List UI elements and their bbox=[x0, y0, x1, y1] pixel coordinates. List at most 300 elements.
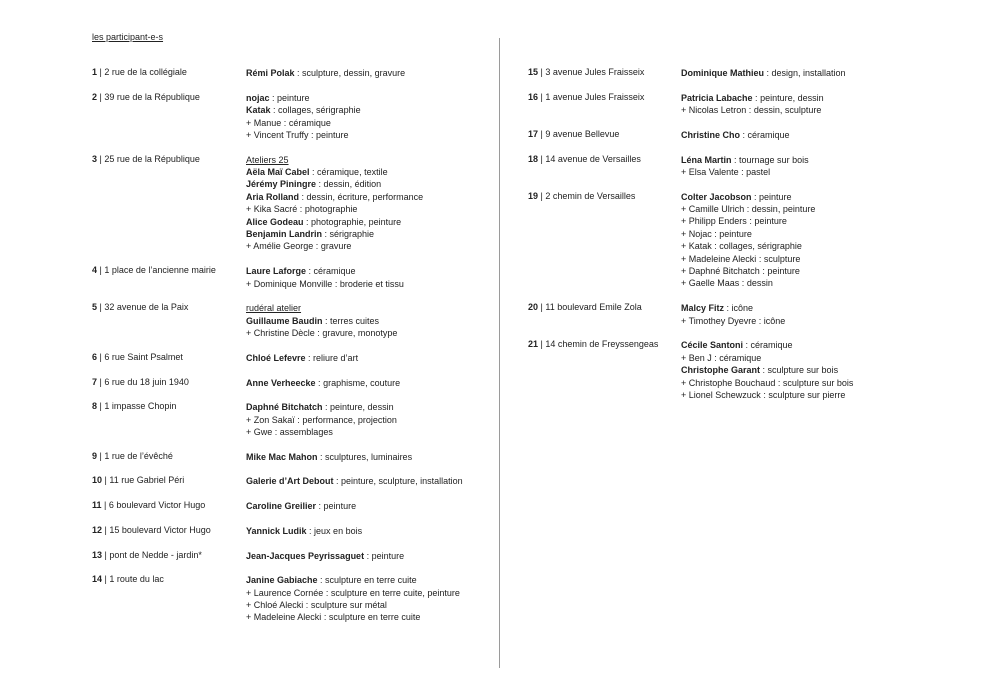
separator: | bbox=[97, 401, 105, 412]
artist-discipline: icône bbox=[731, 303, 754, 314]
guest-prefix: + bbox=[681, 166, 689, 177]
colon: : bbox=[303, 600, 311, 611]
artist-line bbox=[246, 216, 492, 228]
guest-artist-name: Dominique Monville bbox=[253, 278, 333, 289]
artist-line bbox=[246, 92, 492, 104]
colon: : bbox=[724, 303, 732, 314]
venue-address-cell bbox=[92, 265, 246, 290]
venue-number: 4 bbox=[92, 265, 98, 276]
guest-artist-name: Gaelle Maas bbox=[688, 278, 740, 289]
guest-prefix: + bbox=[681, 266, 689, 277]
artist-discipline: peinture bbox=[754, 216, 787, 227]
artist-discipline: collages, sérigraphie bbox=[719, 241, 802, 252]
venue-number: 13 bbox=[92, 549, 103, 560]
artist-discipline: dessin bbox=[746, 278, 773, 289]
artist-line bbox=[246, 352, 492, 364]
venue-number: 15 bbox=[528, 67, 539, 77]
artist-list bbox=[681, 191, 968, 290]
guest-artist-name: Timothey Dyevre bbox=[688, 315, 757, 326]
artist-line bbox=[246, 228, 492, 240]
guest-artist-name: Nojac bbox=[688, 228, 712, 239]
colon: : bbox=[316, 501, 324, 512]
colon: : bbox=[322, 315, 331, 326]
participant-entry bbox=[528, 129, 968, 141]
artist-line bbox=[246, 401, 492, 413]
guest-artist-name: Lionel Schewzuck bbox=[688, 389, 761, 400]
venue-address-cell bbox=[528, 67, 681, 79]
guest-artist-name: Gwe bbox=[253, 427, 273, 438]
artist-name: Dominique Mathieu bbox=[681, 68, 764, 78]
venue-address: 14 chemin de Freyssengeas bbox=[545, 339, 659, 350]
colon: : bbox=[759, 266, 768, 277]
colon: : bbox=[317, 575, 326, 586]
venue-address: 2 chemin de Versailles bbox=[545, 190, 636, 201]
venue-number: 20 bbox=[528, 302, 539, 313]
colon: : bbox=[711, 352, 720, 363]
separator: | bbox=[97, 67, 105, 77]
guest-prefix: + bbox=[681, 278, 689, 289]
separator: | bbox=[538, 128, 546, 139]
artist-line bbox=[681, 191, 968, 203]
artist-discipline: sculpture sur bois bbox=[767, 365, 839, 376]
artist-line bbox=[681, 277, 968, 289]
artist-discipline: céramique bbox=[288, 117, 331, 128]
artist-line bbox=[246, 574, 492, 586]
guest-artist-name: Camille Ulrich bbox=[688, 204, 745, 215]
artist-name: Christophe Garant bbox=[681, 365, 761, 376]
participant-entry bbox=[528, 92, 968, 117]
artist-discipline: peinture bbox=[371, 550, 405, 561]
venue-address-cell bbox=[92, 574, 246, 624]
venue-number: 18 bbox=[528, 153, 539, 164]
colon: : bbox=[746, 105, 754, 116]
artist-list bbox=[246, 67, 492, 79]
artist-list bbox=[246, 500, 492, 512]
artist-name: nojac bbox=[246, 92, 270, 103]
separator: | bbox=[101, 500, 109, 511]
artist-name: Aëla Maï Cabel bbox=[246, 167, 310, 178]
artist-line bbox=[246, 166, 492, 178]
venue-address: 2 rue de la collégiale bbox=[104, 67, 187, 77]
guest-prefix: + bbox=[681, 253, 689, 264]
artist-discipline: peinture bbox=[315, 129, 349, 140]
venue-address: 1 impasse Chopin bbox=[104, 401, 177, 412]
separator: | bbox=[538, 91, 546, 102]
artist-discipline: peinture bbox=[719, 228, 752, 239]
collective-name: Ateliers 25 bbox=[246, 154, 289, 165]
artist-discipline: gravure bbox=[320, 241, 352, 252]
artist-name: Mike Mac Mahon bbox=[246, 451, 318, 462]
colon: : bbox=[739, 278, 747, 289]
venue-address-cell bbox=[92, 154, 246, 253]
separator: | bbox=[538, 339, 546, 350]
artist-line bbox=[246, 611, 492, 623]
colon: : bbox=[294, 68, 303, 78]
artist-discipline: jeux en bois bbox=[314, 525, 363, 536]
column-divider bbox=[499, 38, 500, 668]
venue-address-cell bbox=[92, 67, 246, 79]
separator: | bbox=[97, 450, 105, 461]
artist-discipline: sculpture, dessin, gravure bbox=[302, 68, 406, 78]
separator: | bbox=[97, 91, 105, 102]
artist-list bbox=[246, 302, 492, 339]
artist-discipline: peinture, dessin bbox=[330, 402, 394, 413]
artist-line bbox=[246, 475, 492, 487]
venue-address: 3 avenue Jules Fraisseix bbox=[545, 67, 645, 77]
colon: : bbox=[303, 216, 312, 227]
participant-entry bbox=[92, 475, 492, 487]
colon: : bbox=[751, 191, 760, 202]
artist-name: Jean-Jacques Peyrissaguet bbox=[246, 550, 365, 561]
venue-address-cell bbox=[528, 302, 681, 327]
guest-artist-name: Vincent Truffy bbox=[253, 129, 309, 140]
participant-entry bbox=[528, 154, 968, 179]
participant-entry bbox=[528, 67, 968, 79]
artist-discipline: céramique bbox=[719, 352, 762, 363]
artist-discipline: dessin, sculpture bbox=[753, 105, 822, 116]
artist-discipline: dessin, édition bbox=[323, 179, 382, 190]
venue-number: 7 bbox=[92, 376, 98, 387]
artist-line bbox=[246, 265, 492, 277]
guest-prefix: + bbox=[681, 352, 689, 363]
colon: : bbox=[294, 414, 303, 425]
participants-left-column bbox=[92, 67, 492, 636]
participant-entry bbox=[92, 67, 492, 79]
colon: : bbox=[281, 117, 289, 128]
artist-line bbox=[246, 154, 492, 166]
colon: : bbox=[270, 105, 279, 116]
guest-artist-name: Daphné Bitchatch bbox=[688, 266, 760, 277]
artist-name: Léna Martin bbox=[681, 154, 732, 165]
artist-line bbox=[246, 278, 492, 290]
artist-discipline: broderie et tissu bbox=[339, 278, 404, 289]
venue-number: 11 bbox=[92, 500, 102, 511]
colon: : bbox=[297, 204, 305, 215]
artist-discipline: sculptures, luminaires bbox=[325, 451, 413, 462]
artist-line bbox=[246, 67, 492, 79]
participant-entry bbox=[92, 154, 492, 253]
artist-list bbox=[681, 302, 968, 327]
artist-name: Yannick Ludik bbox=[246, 525, 307, 536]
separator: | bbox=[102, 549, 110, 560]
guest-artist-name: Manue bbox=[253, 117, 282, 128]
venue-address-cell bbox=[92, 500, 246, 512]
venue-address: 11 boulevard Emile Zola bbox=[545, 302, 642, 313]
document-title: les participant-e-s bbox=[92, 32, 164, 42]
colon: : bbox=[364, 550, 372, 561]
guest-artist-name: Nicolas Letron bbox=[688, 105, 747, 116]
colon: : bbox=[731, 154, 740, 165]
artist-discipline: pastel bbox=[746, 166, 771, 177]
venue-address: 11 rue Gabriel Péri bbox=[109, 475, 185, 486]
guest-artist-name: Christine Dècle bbox=[253, 328, 315, 339]
guest-artist-name: Chloé Alecki bbox=[253, 600, 304, 611]
venue-address: 6 rue Saint Psalmet bbox=[104, 351, 183, 362]
participant-entry bbox=[92, 265, 492, 290]
colon: : bbox=[322, 229, 330, 240]
artist-discipline: sculpture sur bois bbox=[782, 377, 854, 388]
artist-discipline: peinture bbox=[277, 92, 310, 103]
artist-list bbox=[681, 339, 968, 401]
artist-line bbox=[246, 327, 492, 339]
artist-name: Patricia Labache bbox=[681, 92, 753, 103]
venue-address-cell bbox=[92, 550, 246, 562]
artist-line bbox=[246, 302, 492, 314]
artist-line bbox=[246, 525, 492, 537]
venue-address: 39 rue de la République bbox=[104, 91, 200, 102]
colon: : bbox=[746, 216, 755, 227]
artist-line bbox=[681, 364, 968, 376]
venue-number: 16 bbox=[528, 91, 539, 102]
artist-line bbox=[681, 166, 968, 178]
separator: | bbox=[97, 376, 105, 387]
guest-prefix: + bbox=[681, 105, 689, 116]
guest-artist-name: Zon Sakaï bbox=[253, 414, 295, 425]
artist-line bbox=[681, 265, 968, 277]
artist-discipline: sérigraphie bbox=[329, 229, 375, 240]
artist-line bbox=[681, 104, 968, 116]
colon: : bbox=[332, 278, 340, 289]
artist-discipline: sculpture sur pierre bbox=[768, 389, 846, 400]
artist-discipline: peinture, sculpture, installation bbox=[341, 476, 463, 487]
artist-line bbox=[246, 599, 492, 611]
artist-line bbox=[246, 178, 492, 190]
artist-list bbox=[246, 92, 492, 142]
artist-discipline: reliure d’art bbox=[313, 352, 359, 363]
colon: : bbox=[306, 525, 315, 536]
artist-list bbox=[246, 377, 492, 389]
artist-discipline: sculpture en terre cuite bbox=[325, 575, 417, 586]
artist-line bbox=[246, 414, 492, 426]
collective-name: rudéral atelier bbox=[246, 303, 302, 314]
colon: : bbox=[306, 266, 314, 277]
venue-number: 14 bbox=[92, 574, 103, 585]
colon: : bbox=[760, 365, 768, 376]
colon: : bbox=[323, 587, 331, 598]
artist-discipline: céramique, textile bbox=[317, 167, 388, 178]
separator: | bbox=[102, 524, 110, 535]
participant-entry bbox=[528, 339, 968, 401]
colon: : bbox=[756, 315, 764, 326]
venue-number: 3 bbox=[92, 153, 98, 164]
guest-prefix: + bbox=[246, 328, 254, 339]
artist-list bbox=[681, 67, 968, 79]
artist-name: Caroline Greilier bbox=[246, 501, 317, 512]
guest-prefix: + bbox=[681, 204, 689, 215]
artist-discipline: céramique bbox=[750, 340, 793, 351]
artist-discipline: tournage sur bois bbox=[739, 154, 809, 165]
colon: : bbox=[299, 191, 307, 202]
colon: : bbox=[743, 340, 751, 351]
colon: : bbox=[752, 92, 761, 103]
guest-prefix: + bbox=[681, 315, 689, 326]
colon: : bbox=[315, 377, 324, 388]
artist-discipline: sculpture en terre cuite, peinture bbox=[330, 587, 460, 598]
guest-prefix: + bbox=[246, 414, 254, 425]
artist-discipline: photographie, peinture bbox=[311, 216, 402, 227]
artist-discipline: assemblages bbox=[279, 427, 333, 438]
artist-line bbox=[681, 203, 968, 215]
guest-artist-name: Christophe Bouchaud bbox=[688, 377, 776, 388]
colon: : bbox=[711, 241, 720, 252]
artist-discipline: graphisme, couture bbox=[323, 377, 401, 388]
participant-entry bbox=[92, 525, 492, 537]
artist-line bbox=[681, 339, 968, 351]
venue-address-cell bbox=[92, 302, 246, 339]
colon: : bbox=[309, 167, 318, 178]
participant-entry bbox=[92, 92, 492, 142]
separator: | bbox=[97, 265, 105, 276]
guest-prefix: + bbox=[246, 612, 254, 623]
artist-name: Guillaume Baudin bbox=[246, 315, 323, 326]
artist-discipline: peinture bbox=[767, 266, 800, 277]
participant-entry bbox=[92, 550, 492, 562]
artist-line bbox=[246, 191, 492, 203]
participant-entry bbox=[92, 451, 492, 463]
artist-line bbox=[246, 203, 492, 215]
participants-right-column bbox=[528, 67, 968, 414]
colon: : bbox=[775, 377, 783, 388]
venue-address: 1 avenue Jules Fraisseix bbox=[545, 91, 645, 102]
guest-prefix: + bbox=[246, 129, 254, 140]
venue-address: 6 boulevard Victor Hugo bbox=[108, 500, 206, 511]
guest-artist-name: Elsa Valente bbox=[688, 166, 739, 177]
artist-list bbox=[246, 574, 492, 624]
participant-entry bbox=[92, 500, 492, 512]
separator: | bbox=[97, 153, 105, 164]
artist-name: Janine Gabiache bbox=[246, 575, 318, 586]
artist-list bbox=[681, 154, 968, 179]
guest-artist-name: Madeleine Alecki bbox=[253, 612, 322, 623]
artist-name: Daphné Bitchatch bbox=[246, 402, 323, 413]
artist-discipline: icône bbox=[763, 315, 786, 326]
artist-list bbox=[246, 401, 492, 438]
participant-entry bbox=[92, 377, 492, 389]
artist-name: Aria Rolland bbox=[246, 191, 300, 202]
venue-number: 5 bbox=[92, 302, 98, 313]
artist-line bbox=[681, 253, 968, 265]
guest-artist-name: Philipp Enders bbox=[688, 216, 747, 227]
colon: : bbox=[711, 228, 720, 239]
guest-prefix: + bbox=[246, 427, 254, 438]
artist-line bbox=[681, 92, 968, 104]
guest-prefix: + bbox=[246, 587, 254, 598]
venue-address: 32 avenue de la Paix bbox=[104, 302, 189, 313]
venue-number: 9 bbox=[92, 450, 98, 461]
artist-name: Colter Jacobson bbox=[681, 191, 752, 202]
colon: : bbox=[744, 204, 752, 215]
venue-number: 8 bbox=[92, 401, 98, 412]
artist-discipline: photographie bbox=[304, 204, 358, 215]
separator: | bbox=[97, 351, 105, 362]
venue-address: 14 avenue de Versailles bbox=[545, 153, 641, 164]
artist-line bbox=[681, 129, 968, 141]
artist-discipline: gravure, monotype bbox=[322, 328, 398, 339]
artist-line bbox=[681, 215, 968, 227]
artist-list bbox=[246, 550, 492, 562]
venue-number: 2 bbox=[92, 91, 98, 102]
participant-entry bbox=[528, 191, 968, 290]
artist-line bbox=[681, 228, 968, 240]
artist-line bbox=[681, 377, 968, 389]
artist-line bbox=[681, 240, 968, 252]
colon: : bbox=[317, 451, 326, 462]
venue-address-cell bbox=[528, 339, 681, 401]
venue-address: 25 rue de la République bbox=[104, 153, 200, 164]
artist-name: Anne Verheecke bbox=[246, 377, 316, 388]
artist-line bbox=[246, 426, 492, 438]
venue-number: 1 bbox=[92, 67, 98, 77]
colon: : bbox=[313, 241, 321, 252]
artist-discipline: céramique bbox=[313, 266, 356, 277]
colon: : bbox=[316, 179, 324, 190]
guest-prefix: + bbox=[246, 204, 254, 215]
venue-address-cell bbox=[528, 129, 681, 141]
artist-discipline: peinture, dessin bbox=[760, 92, 824, 103]
colon: : bbox=[333, 476, 342, 487]
participant-entry bbox=[92, 302, 492, 339]
artist-line bbox=[246, 451, 492, 463]
artist-discipline: terres cuites bbox=[330, 315, 380, 326]
colon: : bbox=[321, 612, 329, 623]
venue-number: 12 bbox=[92, 524, 103, 535]
separator: | bbox=[538, 302, 546, 313]
artist-list bbox=[246, 265, 492, 290]
artist-list bbox=[246, 451, 492, 463]
artist-line bbox=[246, 550, 492, 562]
artist-list bbox=[246, 352, 492, 364]
colon: : bbox=[740, 129, 748, 140]
artist-discipline: peinture bbox=[323, 501, 357, 512]
venue-address: 1 rue de l’évêché bbox=[104, 450, 173, 461]
venue-address-cell bbox=[92, 401, 246, 438]
venue-address-cell bbox=[528, 154, 681, 179]
artist-name: Rémi Polak bbox=[246, 68, 295, 78]
colon: : bbox=[322, 402, 331, 413]
venue-number: 21 bbox=[528, 339, 539, 350]
artist-list bbox=[246, 525, 492, 537]
participant-entry bbox=[92, 574, 492, 624]
artist-name: Galerie d’Art Debout bbox=[246, 476, 334, 487]
colon: : bbox=[314, 328, 323, 339]
venue-number: 10 bbox=[92, 475, 103, 486]
artist-discipline: dessin, peinture bbox=[751, 204, 816, 215]
artist-line bbox=[246, 315, 492, 327]
venue-address-cell bbox=[92, 92, 246, 142]
venue-address-cell bbox=[92, 451, 246, 463]
artist-line bbox=[246, 500, 492, 512]
artist-discipline: performance, projection bbox=[302, 414, 397, 425]
artist-line bbox=[681, 154, 968, 166]
artist-name: Christine Cho bbox=[681, 129, 741, 140]
artist-discipline: peinture bbox=[759, 191, 792, 202]
artist-list bbox=[681, 129, 968, 141]
separator: | bbox=[102, 475, 110, 486]
participant-entry bbox=[528, 302, 968, 327]
guest-prefix: + bbox=[681, 228, 689, 239]
artist-line bbox=[246, 129, 492, 141]
guest-artist-name: Ben J bbox=[688, 352, 712, 363]
colon: : bbox=[738, 166, 747, 177]
guest-prefix: + bbox=[246, 600, 254, 611]
separator: | bbox=[102, 574, 110, 585]
guest-prefix: + bbox=[246, 117, 254, 128]
guest-prefix: + bbox=[681, 216, 689, 227]
artist-name: Jérémy Piningre bbox=[246, 179, 317, 190]
colon: : bbox=[756, 253, 764, 264]
artist-line bbox=[246, 117, 492, 129]
artist-name: Cécile Santoni bbox=[681, 340, 744, 351]
